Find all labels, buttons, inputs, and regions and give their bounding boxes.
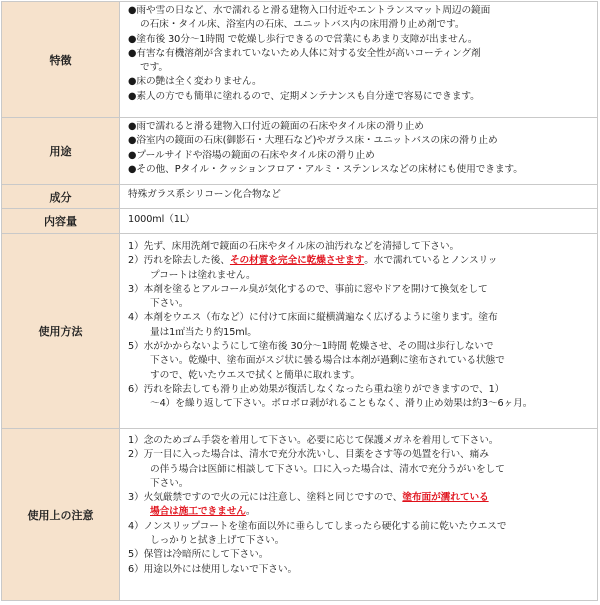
wet-warning-highlight: 場合は施工できません	[150, 506, 246, 518]
usage-line: 6）汚れを除去しても滑り止め効果が復活しなくなったら重ね塗りができますので、1）	[128, 383, 505, 395]
usage-text: 。水で濡れているとノンスリッ	[364, 255, 498, 267]
features-line: ●素人の方でも簡単に塗れるので、定期メンテナンスも自分達で容易にできます。	[128, 90, 480, 102]
features-line: の石床・タイル床、浴室内の石床、ユニットバス内の床用滑り止め剤です。	[140, 19, 465, 31]
capacity-value: 1000ml（1L）	[120, 209, 598, 234]
ingredients-label: 成分	[2, 185, 120, 209]
usage-line: 量は1㎡当たり約15ml。	[150, 326, 257, 338]
uses-content	[120, 118, 598, 185]
dry-warning-highlight: その材質を完全に乾燥させます	[229, 255, 365, 267]
usage-line: すので、乾いたウエスで拭くと簡単に取れます。	[150, 369, 360, 381]
features-label: 特徴	[2, 2, 120, 118]
cautions-line: しっかりと拭き上げて下さい。	[150, 535, 285, 547]
features-line: ●雨や雪の日など、水で濡れると滑る建物入口付近やエントランスマット周辺の鏡面	[128, 5, 491, 16]
cautions-text: 。	[245, 506, 256, 518]
usage-line: 1）先ず、床用洗剤で鏡面の石床やタイル床の油汚れなどを清掃して下さい。	[128, 241, 460, 252]
usage-text: 2）汚れを除去した後、	[128, 255, 230, 267]
ingredients-value: 特殊ガラス系シリコーン化合物など	[120, 185, 598, 209]
uses-line: ●雨で濡れると滑る建物入口付近の鏡面の石床やタイル床の滑り止め	[128, 121, 424, 132]
usage-label: 使用方法	[2, 234, 120, 429]
usage-line: 下さい。乾燥中、塗布面がスジ状に曇る場合は本剤が過剰に塗布されている状態で	[150, 355, 505, 367]
cautions-line: 下さい。	[150, 477, 189, 489]
product-spec-table	[1, 1, 598, 601]
usage-line: 4）本剤をウエス（布など）に付けて床面に縦横満遍なく広げるように塗ります。塗布	[128, 312, 498, 324]
cautions-line	[128, 491, 593, 505]
cautions-line: 2）万一目に入った場合は、清水で充分水洗いし、目薬をさす等の処置を行い、痛み	[128, 449, 489, 461]
usage-line: 5）水がかからないようにして塗布後 30分～1時間 乾燥させ、その間は歩行しないで	[128, 341, 494, 353]
uses-line: ●その他、Pタイル・クッションフロア・アルミ・ステンレスなどの床材にも使用できます。	[128, 163, 523, 175]
features-line: ●塗布後 30分～1時間 で乾燥し歩行できるので営業にもあまり支障が出ません。	[128, 33, 478, 45]
features-line: です。	[140, 62, 168, 74]
wet-warning-highlight: 塗布面が濡れている	[402, 492, 489, 504]
ingredients-row	[2, 185, 598, 209]
cautions-row	[2, 429, 598, 601]
cautions-line: 1）念のためゴム手袋を着用して下さい。必要に応じて保護メガネを着用して下さい。	[128, 435, 499, 446]
usage-line: ～4）を繰り返して下さい。ボロボロ剥がれることもなく、滑り止め効果は約3～6ヶ月。	[150, 398, 533, 410]
uses-line: ●プールサイドや浴場の鏡面の石床やタイル床の滑り止め	[128, 149, 375, 161]
features-line: ●有害な有機溶剤が含まれていないため人体に対する安全性が高いコーティング剤	[128, 47, 481, 59]
cautions-line: の伴う場合は医師に相談して下さい。口に入った場合は、清水で充分うがいをして	[150, 463, 505, 475]
cautions-line: 6）用途以外には使用しないで下さい。	[128, 563, 298, 575]
cautions-label: 使用上の注意	[2, 429, 120, 601]
usage-line: プコートは塗れません。	[150, 269, 256, 281]
usage-content	[120, 234, 598, 429]
cautions-line: 5）保管は冷暗所にして下さい。	[128, 549, 269, 561]
uses-row	[2, 118, 598, 185]
usage-line	[128, 254, 593, 268]
uses-label: 用途	[2, 118, 120, 185]
capacity-row	[2, 209, 598, 234]
cautions-text: 3）火気厳禁ですので火の元には注意し、塗料と同じですので、	[128, 492, 403, 504]
features-content	[120, 2, 598, 118]
usage-row	[2, 234, 598, 429]
capacity-label: 内容量	[2, 209, 120, 234]
uses-line: ●浴室内の鏡面の石床(御影石・大理石など)やガラス床・ユニットバスの床の滑り止め	[128, 135, 498, 147]
cautions-content	[120, 429, 598, 601]
features-row	[2, 2, 598, 118]
usage-line: 3）本剤を塗るとアルコール臭が気化するので、事前に窓やドアを開けて換気をして	[128, 283, 488, 295]
cautions-line: 4）ノンスリップコートを塗布面以外に垂らしてしまったら硬化する前に乾いたウエスで	[128, 520, 507, 532]
features-line: ●床の艶は全く変わりません。	[128, 76, 262, 88]
usage-line: 下さい。	[150, 298, 189, 310]
cautions-line	[128, 505, 593, 519]
